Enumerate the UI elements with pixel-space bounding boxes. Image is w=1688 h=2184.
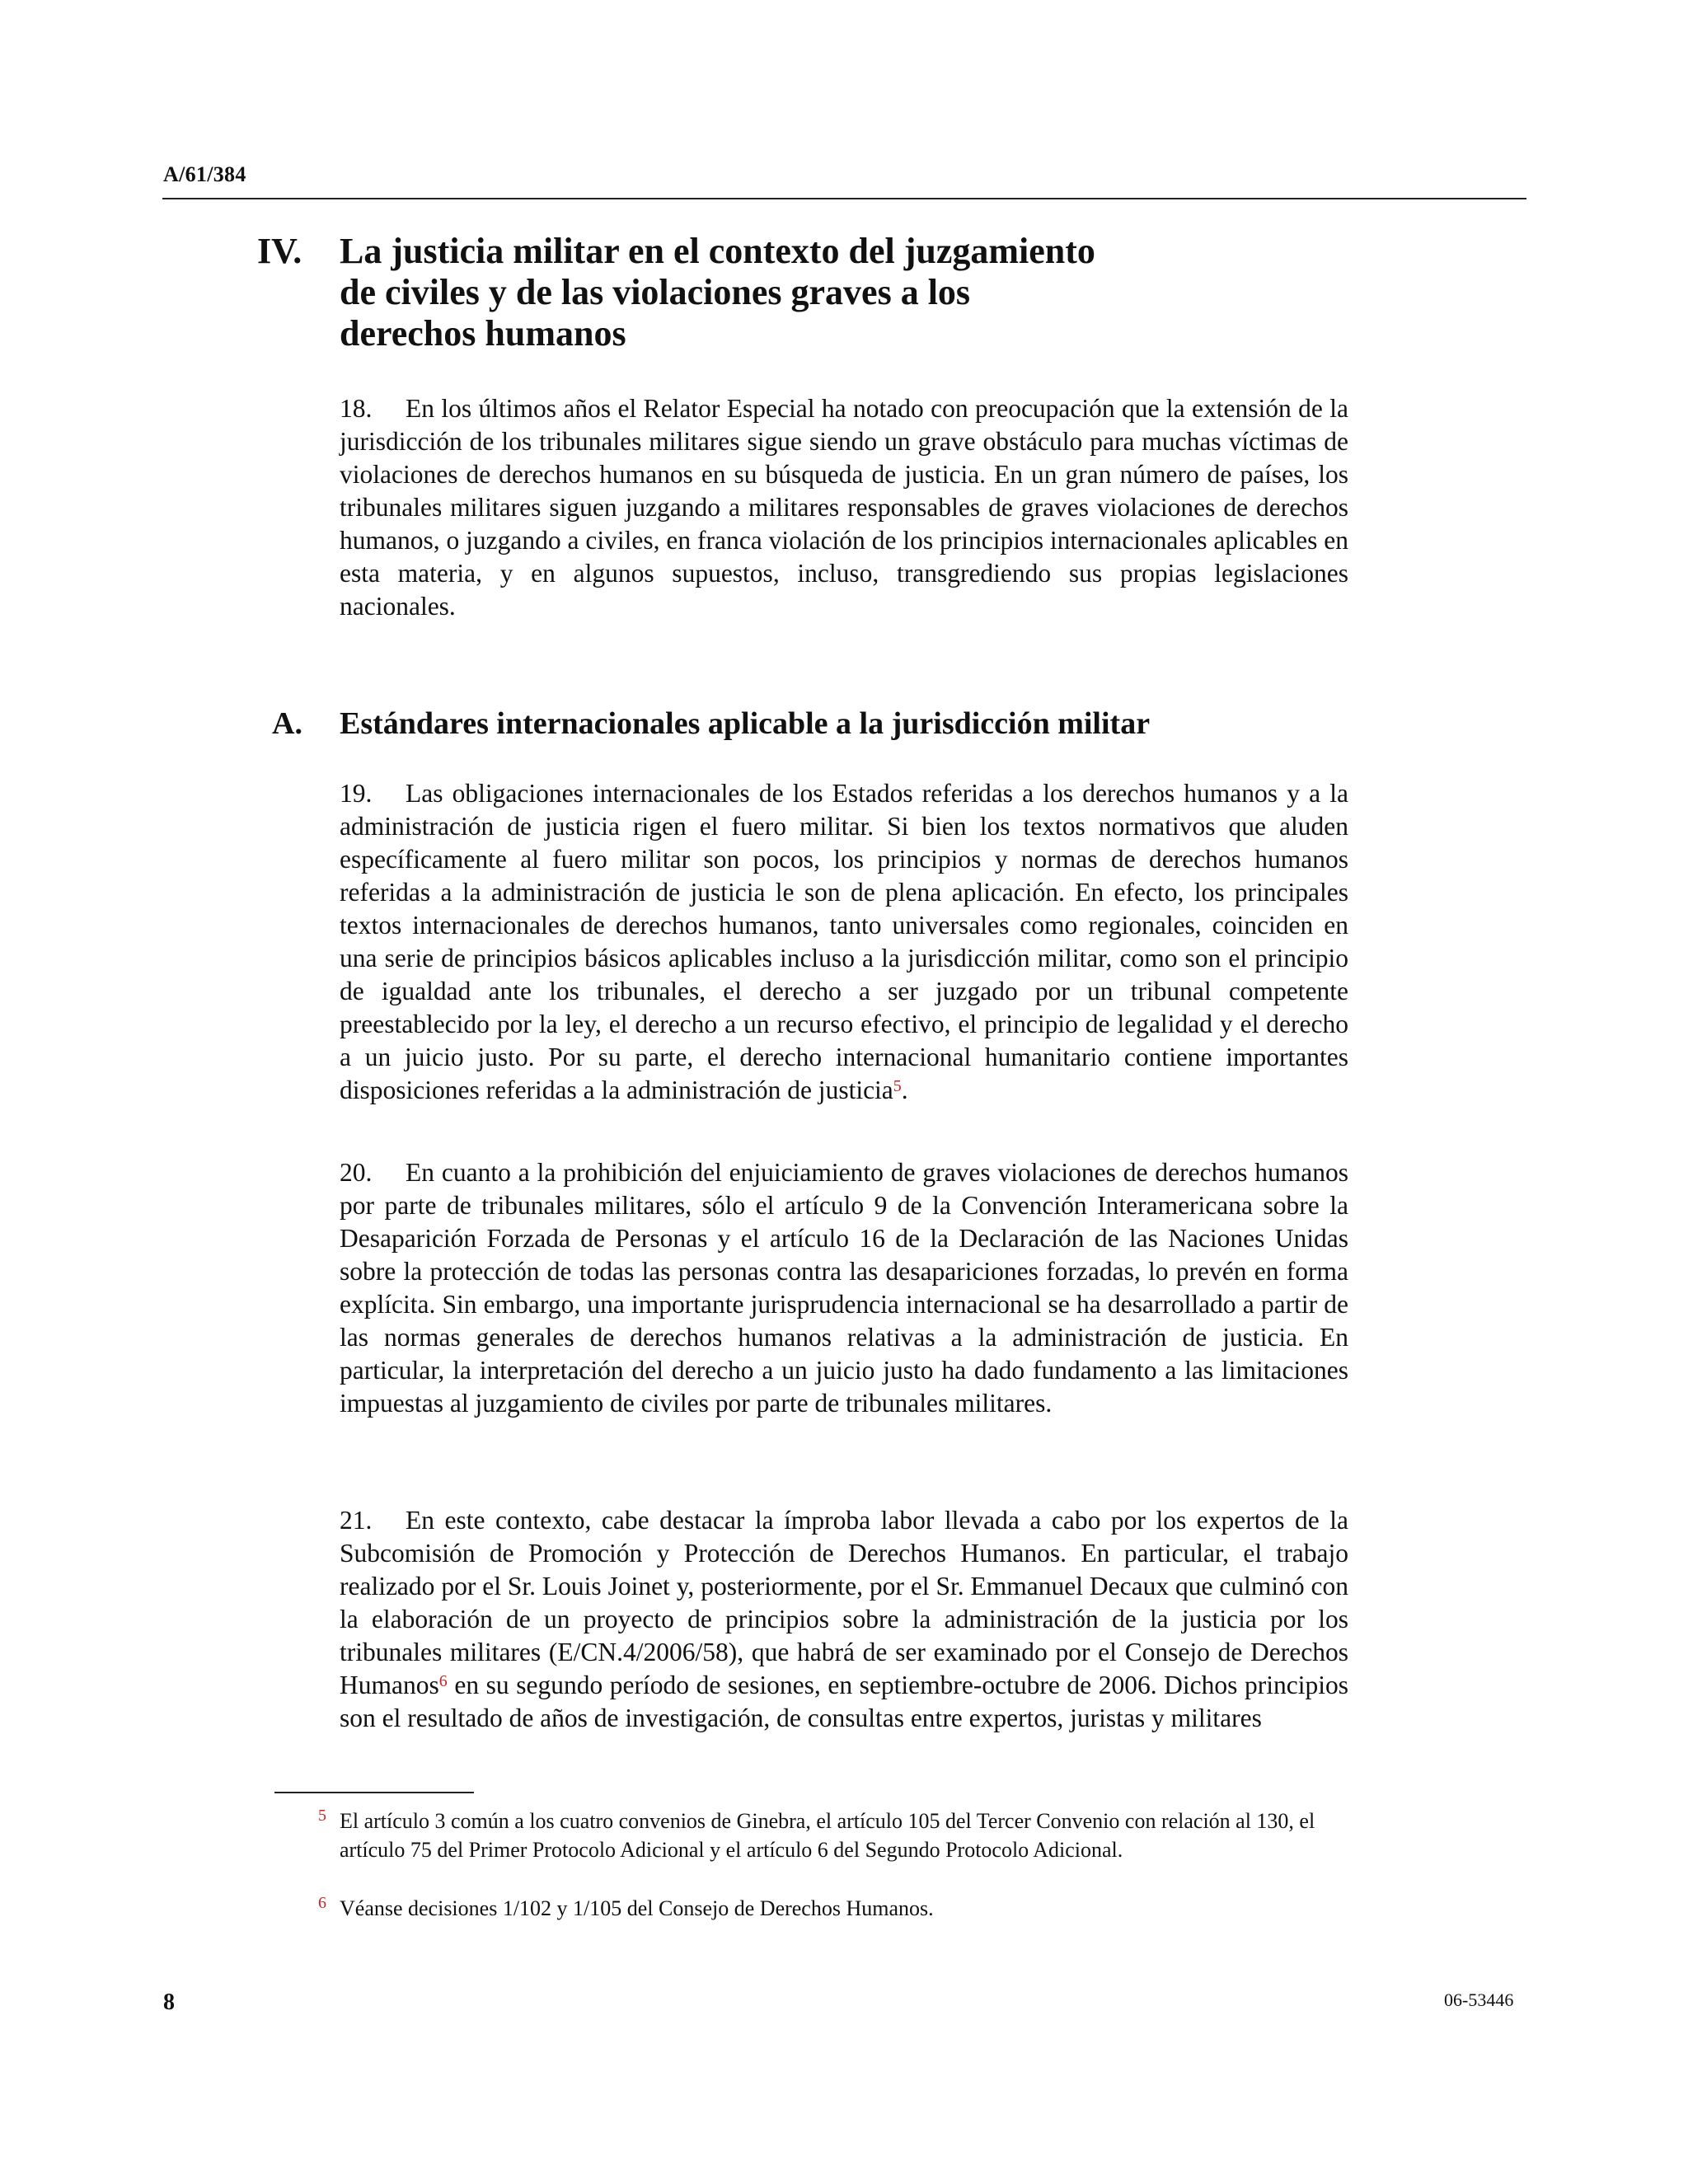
paragraph-number: 18.: [340, 394, 373, 423]
header-rule: [162, 198, 1526, 199]
footnote-mark: 5: [318, 1807, 326, 1825]
paragraph-text: En los últimos años el Relator Especial ha notado con preocupación que la extensión de la jurisdicción de los tribunales militares sigue siendo un grave obstáculo para muchas víctimas de violaciones de derechos humanos en su búsqueda de justicia. En un gran número de países, los tribunales militares siguen juzgando a militares responsables de graves violaciones de derechos humanos, o juzgando a civiles, en franca violación de los principios internacionales aplicables en esta materia, y en algunos supuestos, incluso, transgrediendo sus propias legislaciones nacionales.: [340, 394, 1348, 621]
footnote-text: Véanse decisiones 1/102 y 1/105 del Consejo de Derechos Humanos.: [340, 1896, 934, 1920]
document-symbol: A/61/384: [163, 162, 246, 186]
chapter-number: IV.: [257, 231, 302, 271]
footnote-separator: [274, 1792, 474, 1793]
section-letter: A.: [272, 706, 302, 741]
paragraph-number: 21.: [340, 1506, 373, 1535]
footnote-reference-5[interactable]: 5: [893, 1077, 902, 1095]
footnote-mark: 6: [318, 1894, 326, 1912]
job-number: 06-53446: [1444, 1990, 1514, 2010]
paragraph-number: 20.: [340, 1158, 373, 1187]
footnote-reference-6[interactable]: 6: [438, 1672, 448, 1690]
section-title: Estándares internacionales aplicable a la jurisdicción militar: [340, 706, 1151, 741]
paragraph-21: [340, 1504, 1348, 1735]
paragraph-text-end: .: [901, 1076, 908, 1104]
footnote-5: [318, 1807, 1353, 1864]
footnote-6: [318, 1894, 1353, 1923]
paragraph-text: En cuanto a la prohibición del enjuiciamiento de graves violaciones de derechos humanos por parte de tribunales militares, sólo el artículo 9 de la Convención Interamericana sobre la Desaparición Forzada de Personas y el artículo 16 de la Declaración de las Naciones Unidas sobre la protección de todas las personas contra las desapariciones forzadas, lo prevén en forma explícita. Sin embargo, una importante jurisprudencia internacional se ha desarrollado a partir de las normas generales de derechos humanos relativas a la administración de justicia. En particular, la interpretación del derecho a un juicio justo ha dado fundamento a las limitaciones impuestas al juzgamiento de civiles por parte de tribunales militares.: [340, 1158, 1348, 1418]
chapter-title-line: La justicia militar en el contexto del juzgamiento: [340, 231, 1095, 271]
paragraph-18: [340, 392, 1348, 623]
paragraph-text-continued: en su segundo período de sesiones, en septiembre-octubre de 2006. Dichos principios son el resultado de años de investigación, de consultas entre expertos, juristas y militares: [340, 1671, 1348, 1732]
paragraph-text: Las obligaciones internacionales de los Estados referidas a los derechos humanos y a la administración de justicia rigen el fuero militar. Si bien los textos normativos que aluden específicamente al fuero militar son pocos, los principios y normas de derechos humanos referidas a la administración de justicia le son de plena aplicación. En efecto, los principales textos internacionales de derechos humanos, tanto universales como regionales, coinciden en una serie de principios básicos aplicables incluso a la jurisdicción militar, como son el principio de igualdad ante los tribunales, el derecho a ser juzgado por un tribunal competente preestablecido por la ley, el derecho a un recurso efectivo, el principio de legalidad y el derecho a un juicio justo. Por su parte, el derecho internacional humanitario contiene importantes disposiciones referidas a la administración de justicia: [340, 779, 1348, 1104]
paragraph-20: [340, 1156, 1348, 1420]
chapter-title-line: de civiles y de las violaciones graves a los: [340, 272, 971, 312]
paragraph-19: [340, 777, 1348, 1107]
page-number: 8: [163, 1990, 175, 2015]
footnote-text: El artículo 3 común a los cuatro convenios de Ginebra, el artículo 105 del Tercer Convenio con relación al 130, el artículo 75 del Primer Protocolo Adicional y el artículo 6 del Segundo Protocolo Adicional.: [340, 1809, 1315, 1862]
paragraph-number: 19.: [340, 779, 373, 808]
chapter-title: [340, 231, 1246, 354]
chapter-title-line: derechos humanos: [340, 313, 626, 354]
paragraph-text: En este contexto, cabe destacar la ímproba labor llevada a cabo por los expertos de la Subcomisión de Promoción y Protección de Derechos Humanos. En particular, el trabajo realizado por el Sr. Louis Joinet y, posteriormente, por el Sr. Emmanuel Decaux que culminó con la elaboración de un proyecto de principios sobre la administración de la justicia por los tribunales militares (E/CN.4/2006/58), que habrá de ser examinado por el Consejo de Derechos Humanos: [340, 1506, 1348, 1699]
